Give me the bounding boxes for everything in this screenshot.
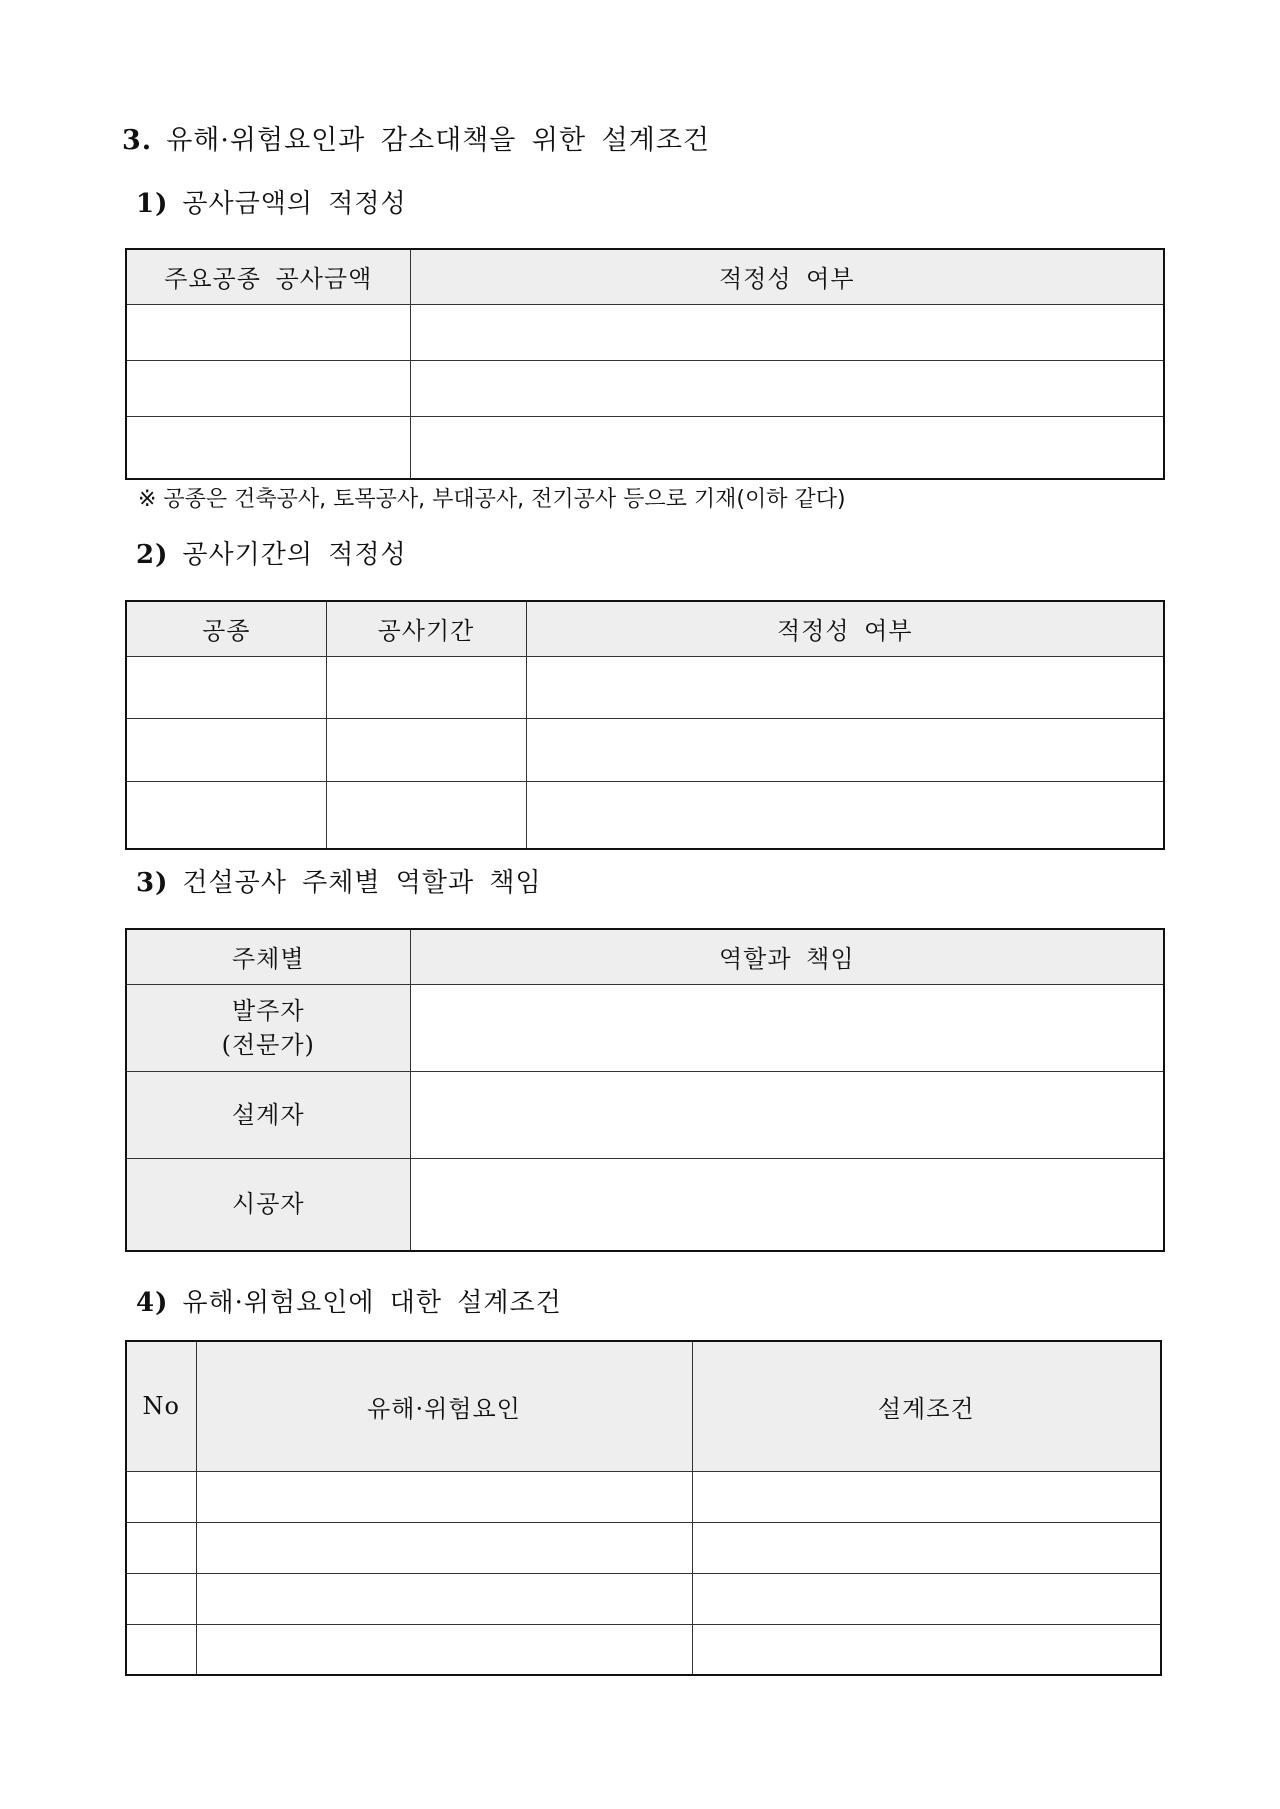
- table-row: [126, 417, 1164, 479]
- table-row: [126, 1522, 1161, 1573]
- header-roles: 역할과 책임: [410, 929, 1164, 984]
- table-cell[interactable]: [126, 417, 410, 479]
- subsection-2-heading: [136, 538, 407, 572]
- subsection-4-title: 유해·위험요인에 대한 설계조건: [182, 1288, 562, 1318]
- subsection-1-number: 1): [136, 189, 169, 219]
- table-row: [126, 360, 1164, 416]
- table-cell[interactable]: [692, 1522, 1161, 1573]
- entity-label-line: 발주자: [231, 996, 305, 1025]
- table-row: [126, 1624, 1161, 1675]
- table-cell[interactable]: [126, 360, 410, 416]
- entity-label-contractor: [126, 1158, 410, 1251]
- table-cell[interactable]: [126, 1624, 196, 1675]
- table-header-row: [126, 1341, 1161, 1471]
- table-row: [126, 304, 1164, 360]
- entity-label-designer: [126, 1071, 410, 1158]
- table-cell[interactable]: [692, 1624, 1161, 1675]
- work-type-note: ※ 공종은 건축공사, 토목공사, 부대공사, 전기공사 등으로 기재(이하 같다): [138, 487, 846, 512]
- section-title: 유해·위험요인과 감소대책을 위한 설계조건: [166, 125, 710, 156]
- subsection-3-heading: [136, 866, 542, 900]
- table-row: [126, 984, 1164, 1071]
- subsection-4-heading: [136, 1286, 562, 1320]
- header-number: No: [126, 1341, 196, 1471]
- table-cell[interactable]: [526, 718, 1164, 781]
- table-cell[interactable]: [196, 1471, 692, 1522]
- table-cell[interactable]: [692, 1471, 1161, 1522]
- subsection-2-number: 2): [136, 540, 169, 570]
- table-cell[interactable]: [326, 781, 526, 849]
- header-main-work-cost: 주요공종 공사금액: [126, 249, 410, 304]
- table-cell[interactable]: [126, 656, 326, 718]
- subsection-2-title: 공사기간의 적정성: [182, 540, 407, 570]
- subsection-3-title: 건설공사 주체별 역할과 책임: [182, 868, 542, 898]
- table-cell[interactable]: [196, 1624, 692, 1675]
- header-work-type: 공종: [126, 601, 326, 656]
- table-cell[interactable]: [410, 984, 1164, 1071]
- table-cell[interactable]: [692, 1573, 1161, 1624]
- table-row: [126, 781, 1164, 849]
- table-cell[interactable]: [126, 781, 326, 849]
- table-cell[interactable]: [410, 417, 1164, 479]
- table-row: [126, 1158, 1164, 1251]
- table-cell[interactable]: [410, 1071, 1164, 1158]
- header-hazard-factors: 유해·위험요인: [196, 1341, 692, 1471]
- subsection-4-number: 4): [136, 1288, 169, 1318]
- entity-label-line: 시공자: [231, 1190, 305, 1219]
- section-heading: [122, 124, 710, 158]
- table-cell[interactable]: [196, 1573, 692, 1624]
- entity-label-line: (전문가): [221, 1030, 315, 1059]
- subsection-1-title: 공사금액의 적정성: [182, 189, 407, 219]
- table-header-row: [126, 929, 1164, 984]
- table-cell[interactable]: [126, 1522, 196, 1573]
- section-number: 3.: [122, 125, 153, 156]
- table-header-row: [126, 249, 1164, 304]
- header-adequacy: 적정성 여부: [410, 249, 1164, 304]
- table-row: [126, 1071, 1164, 1158]
- table-cell[interactable]: [126, 718, 326, 781]
- table-cell[interactable]: [126, 1573, 196, 1624]
- construction-cost-table: [125, 248, 1165, 480]
- table-cell[interactable]: [526, 781, 1164, 849]
- entity-label-line: 설계자: [231, 1100, 305, 1129]
- header-adequacy: 적정성 여부: [526, 601, 1164, 656]
- construction-period-table: [125, 600, 1165, 850]
- table-cell[interactable]: [326, 656, 526, 718]
- table-cell[interactable]: [126, 1471, 196, 1522]
- table-cell[interactable]: [410, 360, 1164, 416]
- hazard-design-conditions-table: [125, 1340, 1162, 1676]
- table-row: [126, 718, 1164, 781]
- header-entity: 주체별: [126, 929, 410, 984]
- table-cell[interactable]: [526, 656, 1164, 718]
- subsection-1-heading: [136, 187, 407, 221]
- table-row: [126, 656, 1164, 718]
- header-period: 공사기간: [326, 601, 526, 656]
- table-row: [126, 1471, 1161, 1522]
- table-cell[interactable]: [410, 304, 1164, 360]
- table-cell[interactable]: [326, 718, 526, 781]
- entity-label-client: [126, 984, 410, 1071]
- roles-responsibilities-table: [125, 928, 1165, 1252]
- table-row: [126, 1573, 1161, 1624]
- table-cell[interactable]: [410, 1158, 1164, 1251]
- header-design-conditions: 설계조건: [692, 1341, 1161, 1471]
- table-header-row: [126, 601, 1164, 656]
- subsection-3-number: 3): [136, 868, 169, 898]
- table-cell[interactable]: [126, 304, 410, 360]
- table-cell[interactable]: [196, 1522, 692, 1573]
